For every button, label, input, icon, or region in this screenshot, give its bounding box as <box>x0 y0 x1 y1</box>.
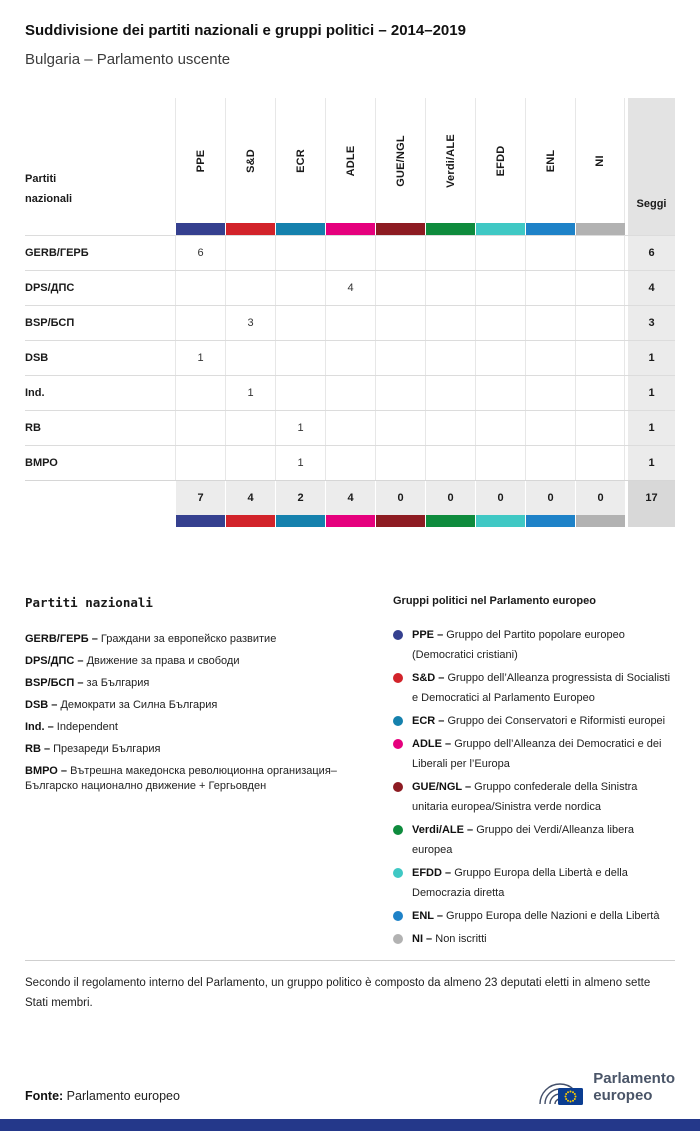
seat-cell <box>275 236 325 270</box>
seats-total-cell: 6 <box>625 236 675 270</box>
group-color-dot <box>393 782 403 792</box>
seat-cell <box>175 446 225 480</box>
party-label: RB <box>25 422 41 434</box>
seat-cell <box>325 306 375 340</box>
legend-left-title: Partiti nazionali <box>25 595 153 610</box>
seats-total-cell: 3 <box>625 306 675 340</box>
legend-item <box>25 698 365 713</box>
source-text: Parlamento europeo <box>66 1089 180 1103</box>
party-label: ВМРО <box>25 457 58 469</box>
table-row <box>25 410 675 445</box>
empty-cell <box>25 481 175 515</box>
seat-cell <box>575 236 625 270</box>
total-cell: 4 <box>225 481 275 515</box>
group-column-header: ENL <box>525 98 575 223</box>
empty-cell <box>25 223 175 235</box>
legend-abbr: S&D – <box>412 672 445 684</box>
group-color-bar <box>225 223 275 235</box>
seat-cell <box>575 341 625 375</box>
seat-cell <box>425 376 475 410</box>
legend-right-title: Gruppi politici nel Parlamento europeo <box>393 595 596 607</box>
group-color-dot <box>393 825 403 835</box>
legend-text: Движение за права и свободи <box>86 655 240 667</box>
group-color-bar <box>175 515 225 527</box>
seat-cell <box>525 271 575 305</box>
legend-item <box>25 742 365 757</box>
group-color-bar <box>575 515 625 527</box>
group-color-bar <box>375 223 425 235</box>
party-group-table <box>25 98 675 527</box>
seats-header-extension <box>625 223 675 235</box>
group-color-bar <box>475 515 525 527</box>
total-cell: 0 <box>425 481 475 515</box>
seat-cell <box>525 376 575 410</box>
seat-cell <box>375 446 425 480</box>
seat-cell <box>525 236 575 270</box>
legend-item <box>393 625 675 665</box>
legend-abbr: ECR – <box>412 715 445 727</box>
legend-abbr: DSB – <box>25 699 58 711</box>
group-color-dot <box>393 868 403 878</box>
party-label: BSP/БСП <box>25 317 75 329</box>
left-axis-title-line1: Partiti <box>25 173 57 185</box>
table-row <box>25 270 675 305</box>
seats-total-cell: 1 <box>625 341 675 375</box>
group-column-header: PPE <box>175 98 225 223</box>
table-header-row <box>25 98 675 223</box>
seat-cell: 3 <box>225 306 275 340</box>
group-column-header: ECR <box>275 98 325 223</box>
total-cell: 0 <box>525 481 575 515</box>
seat-cell <box>525 341 575 375</box>
group-color-bar <box>275 515 325 527</box>
seat-cell <box>275 271 325 305</box>
group-color-bar <box>425 223 475 235</box>
source <box>25 1089 180 1107</box>
legend-text: Презареди България <box>53 743 161 755</box>
seat-cell <box>475 306 525 340</box>
party-label: Ind. <box>25 387 45 399</box>
group-column-header: Verdi/ALE <box>425 98 475 223</box>
seat-cell <box>375 271 425 305</box>
seat-cell <box>325 376 375 410</box>
seat-cell <box>475 271 525 305</box>
seats-total-cell: 1 <box>625 411 675 445</box>
grand-total-cell: 17 <box>625 481 675 515</box>
legend-abbr: Ind. – <box>25 721 54 733</box>
page-title: Suddivisione dei partiti nazionali e gruppi politici – 2014–2019 <box>25 22 466 39</box>
table-row <box>25 340 675 375</box>
group-color-dot <box>393 673 403 683</box>
seat-cell <box>225 271 275 305</box>
page-subtitle: Bulgaria – Parlamento uscente <box>25 51 231 68</box>
group-color-bar <box>275 223 325 235</box>
legend-item <box>393 668 675 708</box>
seat-cell <box>575 376 625 410</box>
seat-cell: 4 <box>325 271 375 305</box>
group-color-bar <box>475 223 525 235</box>
legend-text: Gruppo Europa della Libertà e della Democrazia diretta <box>412 867 628 899</box>
group-color-bar <box>325 515 375 527</box>
party-label: DSB <box>25 352 49 364</box>
legend-abbr: GERB/ГЕРБ – <box>25 633 98 645</box>
seat-cell <box>425 236 475 270</box>
totals-row <box>25 480 675 515</box>
legend-text: Gruppo Europa delle Nazioni e della Libertà <box>446 910 660 922</box>
group-color-dot <box>393 716 403 726</box>
table-row <box>25 375 675 410</box>
seat-cell <box>225 236 275 270</box>
total-cell: 4 <box>325 481 375 515</box>
legend-political-groups <box>393 595 675 952</box>
empty-cell <box>25 515 175 527</box>
legend-item <box>393 734 675 774</box>
group-color-bar <box>525 515 575 527</box>
footer <box>25 1067 675 1107</box>
group-color-bar <box>575 223 625 235</box>
seat-cell: 1 <box>175 341 225 375</box>
bottom-accent-bar <box>0 1119 700 1131</box>
seat-cell: 1 <box>225 376 275 410</box>
seat-cell <box>575 306 625 340</box>
seat-cell <box>575 271 625 305</box>
legend-text: Gruppo dell’Alleanza progressista di Socialisti e Democratici al Parlamento Europeo <box>412 672 671 704</box>
seat-cell <box>225 446 275 480</box>
source-label: Fonte: <box>25 1089 64 1103</box>
legend-text: Граждани за европейско развитие <box>100 633 277 645</box>
legend-abbr: GUE/NGL – <box>412 781 472 793</box>
legend-text: Демократи за Силна България <box>60 699 218 711</box>
group-color-bar <box>175 223 225 235</box>
group-column-header: ADLE <box>325 98 375 223</box>
seat-cell <box>425 341 475 375</box>
left-axis-title-line2: nazionali <box>25 193 73 205</box>
legend-item <box>25 632 365 647</box>
seat-cell <box>225 341 275 375</box>
seat-cell <box>275 376 325 410</box>
legend-text: Gruppo del Partito popolare europeo (Democratici cristiani) <box>412 629 625 661</box>
seat-cell: 6 <box>175 236 225 270</box>
legend-text: Independent <box>56 721 118 733</box>
seat-cell <box>175 306 225 340</box>
legend-abbr: NI – <box>412 933 433 945</box>
legend-text: Non iscritti <box>435 933 487 945</box>
seat-cell <box>375 236 425 270</box>
legend-abbr: ВМРО – <box>25 765 68 777</box>
seat-cell <box>225 411 275 445</box>
legend-item <box>25 720 365 735</box>
group-color-dot <box>393 630 403 640</box>
group-column-header: S&D <box>225 98 275 223</box>
party-label: DPS/ДПС <box>25 282 75 294</box>
legend-text: за България <box>86 677 150 689</box>
seat-cell <box>325 411 375 445</box>
total-cell: 0 <box>475 481 525 515</box>
seat-cell <box>425 411 475 445</box>
legend-item <box>393 929 675 949</box>
legend-abbr: BSP/БСП – <box>25 677 84 689</box>
seat-cell <box>525 411 575 445</box>
seats-total-cell: 1 <box>625 446 675 480</box>
ep-logo-mark <box>536 1067 584 1107</box>
legend-abbr: ADLE – <box>412 738 452 750</box>
seat-cell <box>475 411 525 445</box>
legend-item <box>25 654 365 669</box>
ep-logo <box>536 1067 675 1107</box>
ep-logo-line2: europeo <box>593 1087 653 1104</box>
group-column-header: NI <box>575 98 625 223</box>
seat-cell <box>325 236 375 270</box>
seat-cell <box>275 341 325 375</box>
seat-cell <box>325 341 375 375</box>
total-cell: 2 <box>275 481 325 515</box>
total-cell: 0 <box>575 481 625 515</box>
seat-cell <box>375 306 425 340</box>
group-color-bar <box>425 515 475 527</box>
legend-text: Gruppo confederale della Sinistra unitaria europea/Sinistra verde nordica <box>412 781 638 813</box>
legend-item <box>25 764 365 794</box>
group-color-bar <box>225 515 275 527</box>
seat-cell <box>375 411 425 445</box>
legend-national-parties <box>25 595 377 952</box>
table-row <box>25 445 675 480</box>
legend-text: Gruppo dei Verdi/Alleanza libera europea <box>412 824 634 856</box>
seat-cell <box>475 341 525 375</box>
group-color-bar-row-bottom <box>25 515 675 527</box>
legend-item <box>25 676 365 691</box>
group-color-bar <box>375 515 425 527</box>
ep-logo-line1: Parlamento <box>593 1070 675 1087</box>
table-corner <box>25 98 175 223</box>
ep-logo-text <box>593 1070 675 1104</box>
legend-text: Gruppo dell’Alleanza dei Democratici e dei Liberali per l’Europa <box>412 738 662 770</box>
group-color-bar <box>525 223 575 235</box>
seat-cell <box>575 446 625 480</box>
legend-item <box>393 906 675 926</box>
group-color-dot <box>393 739 403 749</box>
legend-text: Gruppo dei Conservatori e Riformisti europei <box>447 715 666 727</box>
seats-total-cell: 4 <box>625 271 675 305</box>
left-axis-title <box>25 169 72 209</box>
legend-abbr: ENL – <box>412 910 443 922</box>
group-column-header: EFDD <box>475 98 525 223</box>
seat-cell <box>175 411 225 445</box>
seat-cell <box>525 306 575 340</box>
seat-cell <box>475 376 525 410</box>
group-color-bar-row <box>25 223 675 235</box>
seat-cell: 1 <box>275 411 325 445</box>
seat-cell <box>425 446 475 480</box>
seats-footer-extension <box>625 515 675 527</box>
seat-cell <box>475 446 525 480</box>
seat-cell <box>375 341 425 375</box>
seat-cell <box>175 271 225 305</box>
legend-text: Вътрешна македонска революционна организация–Българско национално движение + Гергьовден <box>25 765 337 792</box>
total-cell: 7 <box>175 481 225 515</box>
legend-abbr: DPS/ДПС – <box>25 655 84 667</box>
legend-abbr: RB – <box>25 743 51 755</box>
seat-cell <box>475 236 525 270</box>
group-color-bar <box>325 223 375 235</box>
total-cell: 0 <box>375 481 425 515</box>
legend-item <box>393 777 675 817</box>
legend-item <box>393 711 675 731</box>
legend-abbr: Verdi/ALE – <box>412 824 474 836</box>
party-label: GERB/ГЕРБ <box>25 247 89 259</box>
footnote: Secondo il regolamento interno del Parlamento, un gruppo politico è composto da almeno 23 deputati eletti in almeno sette Stati membri. <box>25 960 675 1013</box>
seat-cell <box>275 306 325 340</box>
legend-item <box>393 820 675 860</box>
seat-cell <box>425 306 475 340</box>
seats-column-header: Seggi <box>625 98 675 223</box>
seat-cell <box>575 411 625 445</box>
group-column-header: GUE/NGL <box>375 98 425 223</box>
legend <box>25 595 675 952</box>
seat-cell <box>375 376 425 410</box>
group-color-dot <box>393 934 403 944</box>
seat-cell <box>425 271 475 305</box>
seat-cell: 1 <box>275 446 325 480</box>
seat-cell <box>525 446 575 480</box>
group-color-dot <box>393 911 403 921</box>
legend-abbr: PPE – <box>412 629 444 641</box>
legend-abbr: EFDD – <box>412 867 452 879</box>
seat-cell <box>325 446 375 480</box>
seats-total-cell: 1 <box>625 376 675 410</box>
table-row <box>25 235 675 270</box>
legend-item <box>393 863 675 903</box>
seat-cell <box>175 376 225 410</box>
table-row <box>25 305 675 340</box>
